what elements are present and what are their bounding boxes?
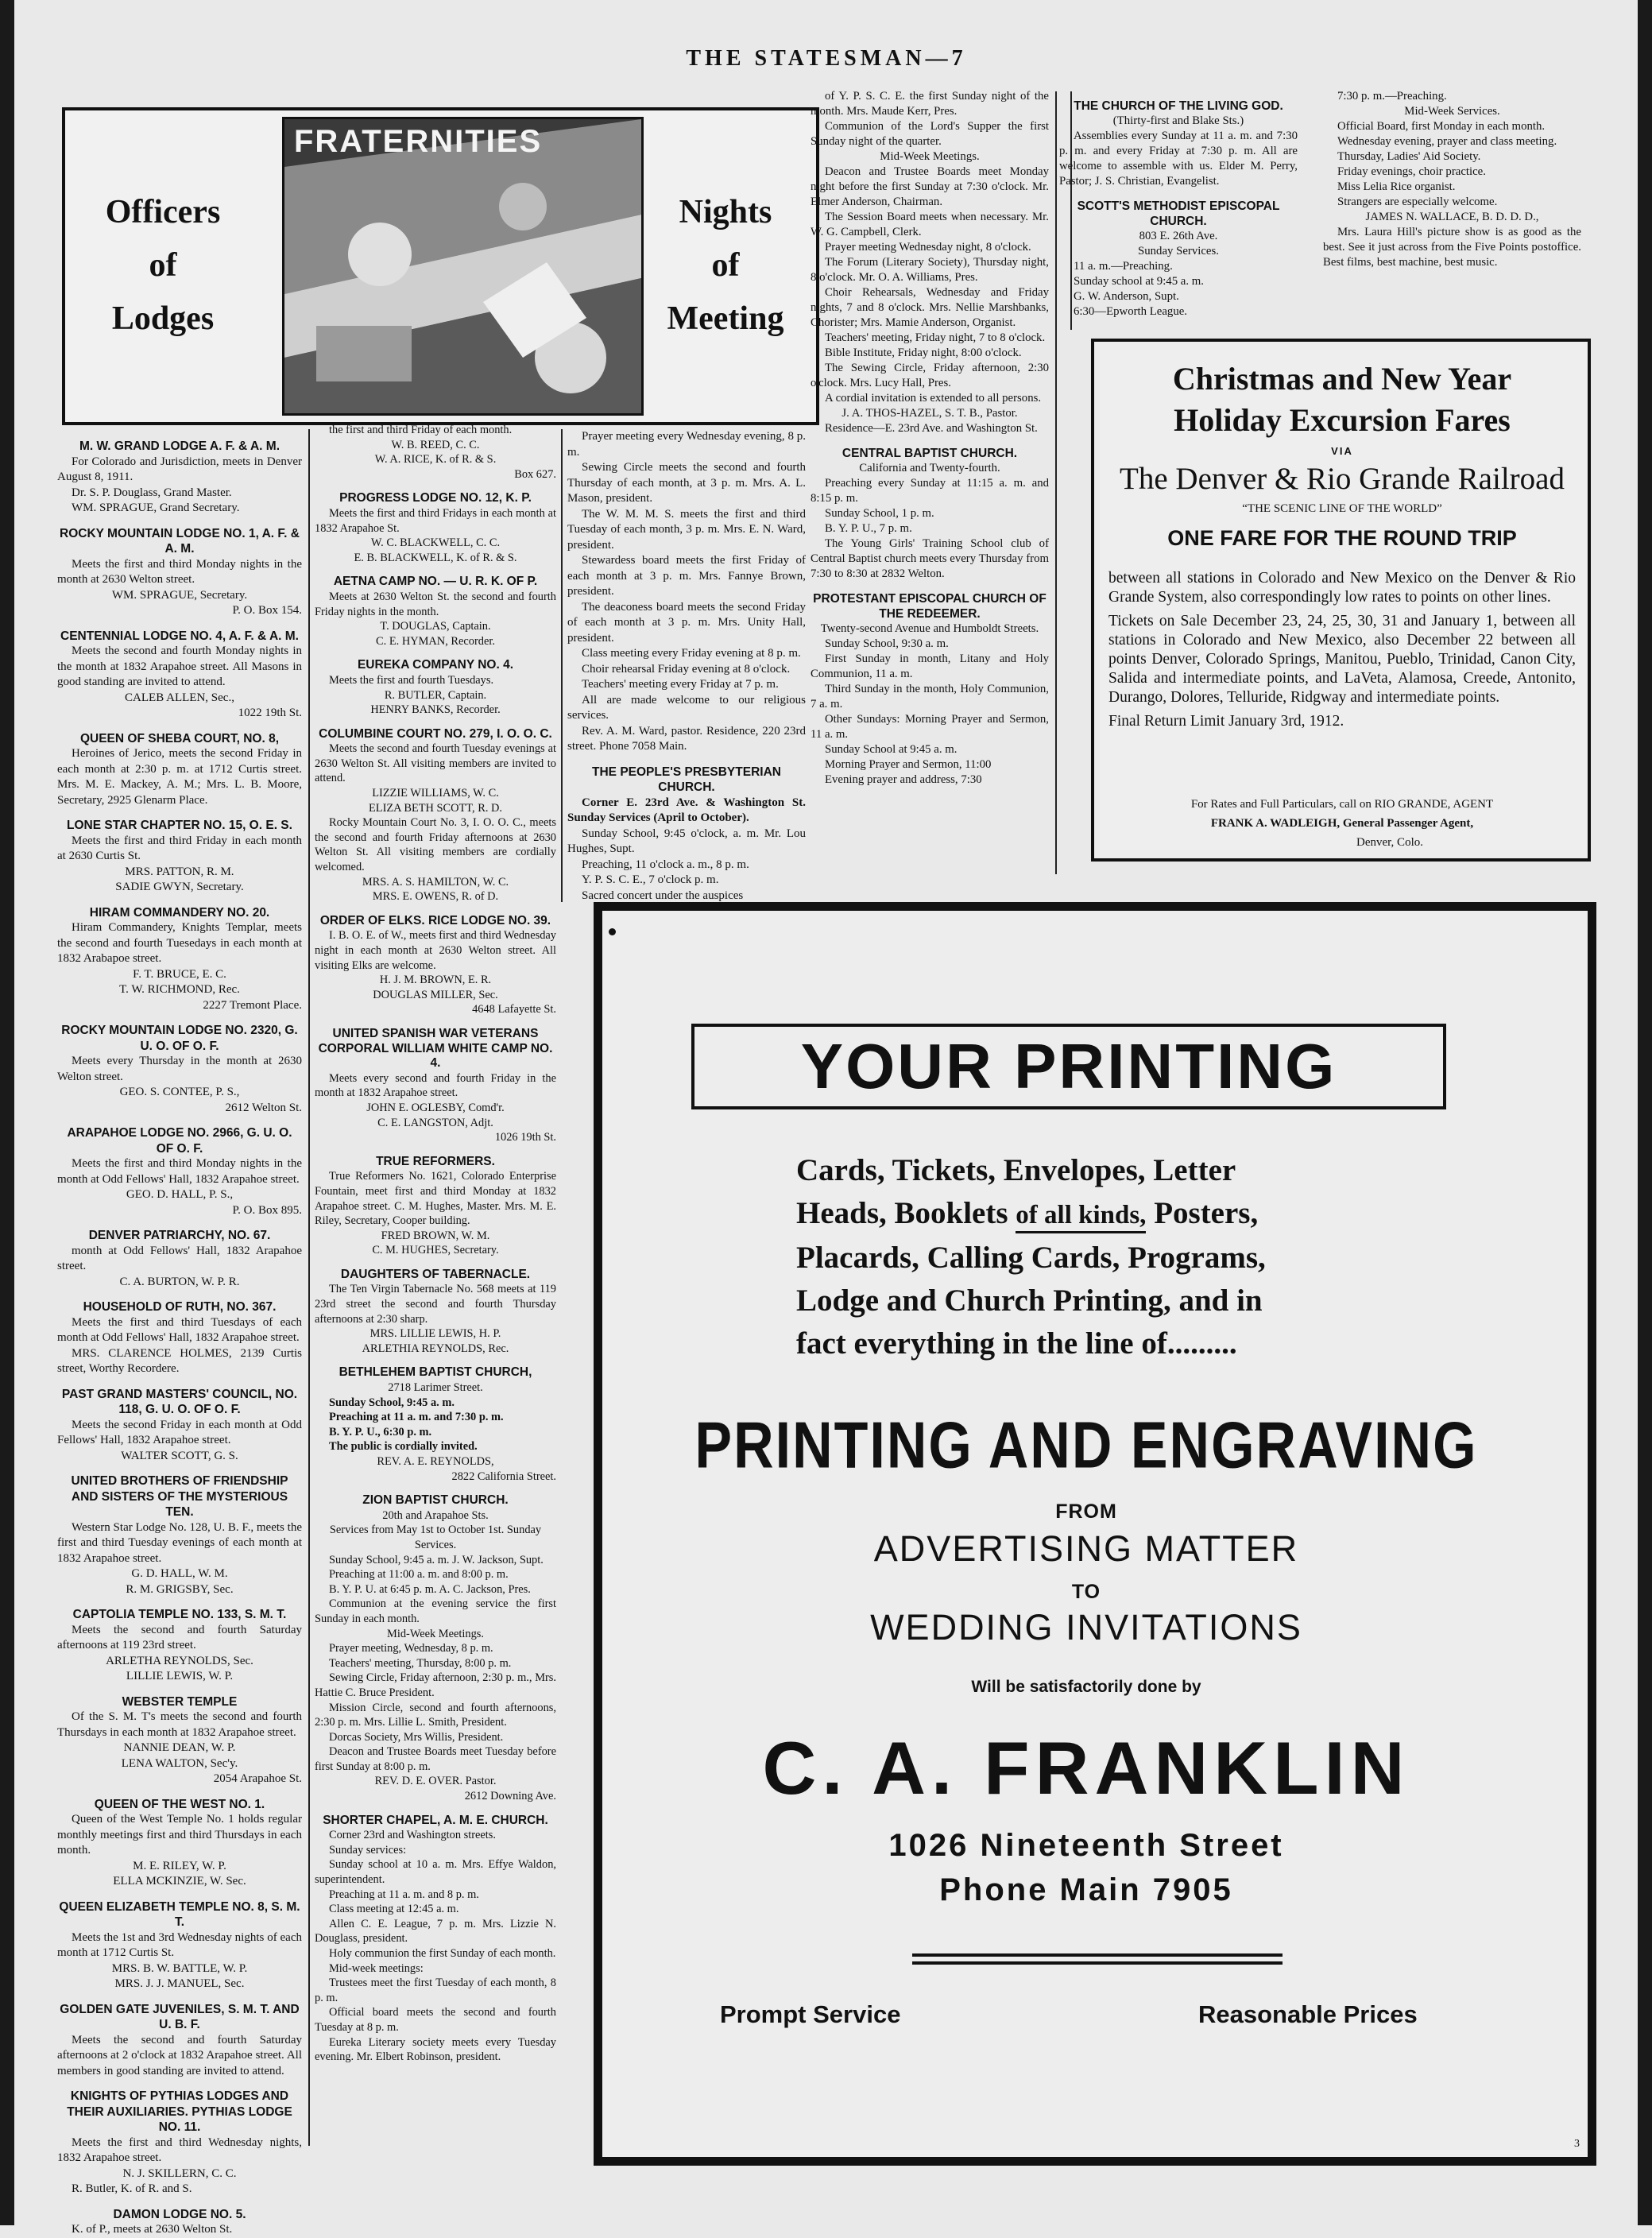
- notice-heading: EUREKA COMPANY NO. 4.: [357, 658, 514, 672]
- notice-heading: DENVER PATRIARCHY, NO. 67.: [88, 1229, 271, 1242]
- notice-text: The deaconess board meets the second Friday of each month at 3 p. m. Mrs. Unity Hall, president.: [567, 600, 806, 645]
- notice-text: G. D. HALL, W. M.: [131, 1567, 228, 1580]
- banner-right-line: Meeting: [667, 300, 784, 337]
- film-edge-right: [1638, 0, 1652, 2225]
- advertising-matter-label: ADVERTISING MATTER: [873, 1528, 1299, 1569]
- notice-text: GEO. D. HALL, P. S.,: [126, 1188, 234, 1201]
- notice-text: Preaching at 11 a. m. and 8 p. m.: [329, 1888, 479, 1901]
- notice-heading: TRUE REFORMERS.: [376, 1154, 495, 1168]
- notice-text: Sacred concert under the auspices: [582, 889, 744, 902]
- notice-text: REV. D. E. OVER. Pastor.: [374, 1775, 497, 1788]
- notice-text: Heroines of Jerico, meets the second Friday in each month at 2:30 p. m. at 1712 Curtis street. Mrs. M. E. Mackey, A. M.; Mrs. L. B. Moore, Secretary, 2925 Glenarm Place.: [57, 747, 302, 807]
- excursion-title-line1: Christmas and New Year: [1172, 361, 1512, 397]
- notice-text: Morning Prayer and Sermon, 11:00: [825, 758, 992, 771]
- notice-text: Services from May 1st to October 1st. Sunday Services.: [329, 1524, 542, 1551]
- notice-text: Preaching at 11 a. m. and 7:30 p. m.: [329, 1411, 504, 1424]
- franklin-name: C. A. FRANKLIN: [762, 1726, 1410, 1810]
- notice-heading: QUEEN OF SHEBA COURT, NO. 8,: [79, 731, 280, 745]
- banner-left-line: of: [149, 247, 177, 284]
- notice-text: of Y. P. S. C. E. the first Sunday night of the month. Mrs. Maude Kerr, Pres.: [811, 90, 1049, 118]
- notice-text: The W. M. M. S. meets the first and third Tuesday of each month, 3 p. m. Mrs. E. N. Ward, president.: [567, 507, 806, 552]
- notice-text: Meets the second Friday in each month at Odd Fellows' Hall, 1832 Arapahoe street.: [57, 1418, 302, 1446]
- notice-text: The Young Girls' Training School club of Central Baptist church meets every Thursday from 7:30 to 8:30 at 2832 Welton.: [811, 537, 1049, 580]
- notice-text: B. Y. P. U., 6:30 p. m.: [329, 1425, 432, 1438]
- notice-text: Mid-Week Meetings.: [387, 1627, 484, 1640]
- franklin-printing-ad: [594, 902, 1596, 2166]
- notice-text: W. C. BLACKWELL, C. C.: [370, 536, 501, 550]
- notice-text: G. W. Anderson, Supt.: [1074, 290, 1179, 303]
- notice-text: Class meeting at 12:45 a. m.: [329, 1903, 459, 1916]
- notice-text: Meets the first and third Friday in each month at 2630 Curtis St.: [57, 834, 302, 862]
- notice-text: P. O. Box 154.: [232, 604, 302, 617]
- notice-text: E. B. BLACKWELL, K. of R. & S.: [354, 551, 517, 564]
- notice-text: Dr. S. P. Douglass, Grand Master.: [72, 486, 232, 499]
- notice-text: Sunday School, 9:45 a. m.: [329, 1396, 455, 1409]
- notice-text: C. E. HYMAN, Recorder.: [376, 634, 495, 648]
- notice-text: SADIE GWYN, Secretary.: [115, 881, 244, 893]
- notice-heading: ROCKY MOUNTAIN LODGE NO. 1, A. F. & A. M.: [60, 526, 300, 556]
- notice-text: First Sunday in month, Litany and Holy Communion, 11 a. m.: [811, 652, 1049, 680]
- excursion-via: VIA: [1331, 445, 1353, 457]
- notice-text: Sunday services:: [329, 1843, 407, 1857]
- notice-text: WM. SPRAGUE, Grand Secretary.: [72, 501, 240, 514]
- notice-text: Mrs. Laura Hill's picture show is as good as the best. See it just across from the Five Points postoffice. Best films, best machine, best music.: [1323, 226, 1581, 269]
- notice-text: 7:30 p. m.—Preaching.: [1337, 90, 1447, 103]
- excursion-footer-line1: For Rates and Full Particulars, call on RIO GRANDE, AGENT: [1190, 798, 1494, 811]
- printing-services-list: [796, 1149, 1416, 1365]
- banner-left-text: [87, 186, 238, 346]
- notice-text: 803 E. 26th Ave.: [1139, 230, 1218, 242]
- newspaper-page: [32, 0, 1613, 2236]
- notice-text: W. B. REED, C. C.: [391, 438, 480, 451]
- notice-text: C. E. LANGSTON, Adjt.: [377, 1116, 493, 1129]
- notice-text: Thursday, Ladies' Aid Society.: [1337, 150, 1481, 163]
- notice-text: 1026 19th St.: [494, 1131, 556, 1144]
- services-text: Heads, Booklets: [796, 1196, 1016, 1230]
- notice-text: Evening prayer and address, 7:30: [825, 773, 982, 786]
- fraternities-banner: [62, 107, 819, 425]
- notice-text: T. DOUGLAS, Captain.: [380, 620, 491, 633]
- notice-text: Dorcas Society, Mrs Willis, President.: [329, 1730, 504, 1744]
- prompt-service: Prompt Service: [720, 2000, 901, 2028]
- church-column-4: [811, 89, 1049, 896]
- notice-text: Hiram Commandery, Knights Templar, meets the second and fourth Tuesedays in each month at 1832 Arabapoe street.: [57, 921, 302, 965]
- church-column-3: [567, 429, 806, 902]
- notice-heading: UNITED SPANISH WAR VETERANS CORPORAL WILLIAM WHITE CAMP NO. 4.: [318, 1026, 553, 1071]
- notice-text: Bible Institute, Friday night, 8:00 o'clock.: [825, 347, 1022, 359]
- notice-text: Prayer meeting every Wednesday evening, 8 p. m.: [567, 430, 806, 459]
- excursion-fares-ad: [1091, 339, 1591, 862]
- notice-text: Eureka Literary society meets every Tuesday evening. Mr. Elbert Robinson, president.: [315, 2035, 556, 2064]
- notice-text: Third Sunday in the month, Holy Communion, 7 a. m.: [811, 683, 1049, 711]
- notice-text: Meets the first and fourth Tuesdays.: [329, 673, 494, 687]
- notice-text: Wednesday evening, prayer and class meeting.: [1337, 135, 1557, 148]
- excursion-paragraph: between all stations in Colorado and New Mexico on the Denver & Rio Grande System, also correspondingly low rates to points on other lines.: [1108, 570, 1576, 606]
- notice-text: Meets the first and third Fridays in each month at 1832 Arapahoe St.: [315, 506, 556, 535]
- notice-text: California and Twenty-fourth.: [859, 462, 1000, 474]
- notice-text: LENA WALTON, Sec'y.: [121, 1756, 238, 1770]
- notice-text: 6:30—Epworth League.: [1074, 305, 1187, 318]
- banner-right-text: [650, 186, 801, 346]
- masthead: THE STATESMAN—7: [686, 46, 967, 71]
- notice-text: MRS. PATTON, R. M.: [125, 865, 234, 878]
- notice-text: 2822 California Street.: [451, 1469, 556, 1483]
- notice-text: Mission Circle, second and fourth afternoons, 2:30 p. m. Mrs. Lillie L. Smith, President.: [315, 1701, 556, 1729]
- notice-text: MRS. LILLIE LEWIS, H. P.: [369, 1327, 501, 1341]
- notice-text: 2054 Arapahoe St.: [213, 1772, 302, 1785]
- notice-text: C. M. HUGHES, Secretary.: [372, 1244, 499, 1257]
- services-line: Placards, Calling Cards, Programs,: [796, 1241, 1266, 1275]
- notice-text: True Reformers No. 1621, Colorado Enterprise Fountain, meet first and third Monday at 1832 Arapahoe street. C. M. Hughes, Master. Mrs. M. E. Riley, Secretary, Cooper building.: [315, 1170, 556, 1228]
- notice-text: WALTER SCOTT, G. S.: [121, 1449, 238, 1462]
- notice-heading: HOUSEHOLD OF RUTH, NO. 367.: [83, 1300, 277, 1314]
- notice-text: Trustees meet the first Tuesday of each month, 8 p. m.: [315, 1977, 556, 2004]
- notice-text: J. A. THOS-HAZEL, S. T. B., Pastor.: [841, 407, 1018, 420]
- notice-text: 2718 Larimer Street.: [388, 1381, 483, 1395]
- column-rule: [308, 429, 310, 2146]
- notice-text: Sunday School, 9:30 a. m.: [825, 637, 949, 650]
- notice-text: Meets the first and third Monday nights in the month at Odd Fellows' Hall, 1832 Arapahoe street.: [57, 1157, 302, 1186]
- notice-text: Other Sundays: Morning Prayer and Sermon, 11 a. m.: [811, 713, 1049, 741]
- film-edge-left: [0, 0, 14, 2225]
- notice-text: Class meeting every Friday evening at 8 p. m.: [582, 647, 801, 660]
- notice-text: P. O. Box 895.: [232, 1203, 302, 1217]
- notice-text: Sunday school at 9:45 a. m.: [1074, 275, 1204, 288]
- notice-heading: CAPTOLIA TEMPLE NO. 133, S. M. T.: [72, 1608, 287, 1621]
- notice-text: Preaching every Sunday at 11:15 a. m. and 8:15 p. m.: [811, 477, 1049, 505]
- notice-text: Twenty-second Avenue and Humboldt Streets.: [820, 622, 1039, 635]
- notice-text: R. BUTLER, Captain.: [384, 688, 487, 702]
- services-line: Lodge and Church Printing, and in: [796, 1284, 1263, 1318]
- notice-text: The public is cordially invited.: [329, 1440, 478, 1454]
- notice-text: Meets the second and fourth Tuesday evenings at 2630 Welton St. All visiting members are invited to attend.: [315, 742, 556, 785]
- notice-heading: WEBSTER TEMPLE: [122, 1694, 238, 1709]
- notice-text: Assemblies every Sunday at 11 a. m. and 7:30 p. m. and every Friday at 7:30 p. m. All are welcome to assemble with us. Elder M. Perry, Pastor; J. S. Christian, Evangelist.: [1059, 130, 1298, 188]
- ad-headline-box: YOUR PRINTING: [691, 1024, 1446, 1109]
- notice-text: Mid-Week Services.: [1404, 105, 1500, 118]
- notice-text: Of the S. M. T's meets the second and fourth Thursdays in each month at 1832 Arapahoe street.: [57, 1710, 302, 1739]
- to-label: TO: [1071, 1581, 1101, 1603]
- notice-text: Strangers are especially welcome.: [1337, 196, 1498, 208]
- railroad-tagline: “THE SCENIC LINE OF THE WORLD”: [1242, 502, 1442, 515]
- notice-text: Sunday School, 9:45 a. m. J. W. Jackson, Supt.: [329, 1553, 544, 1566]
- illustration-title: FRATERNITIES: [294, 124, 543, 159]
- notice-heading: AETNA CAMP NO. — U. R. K. OF P.: [333, 575, 538, 589]
- notice-heading: THE PEOPLE'S PRESBYTERIAN CHURCH.: [592, 765, 781, 794]
- church-column-6: [1323, 89, 1581, 331]
- notice-text: Official Board, first Monday in each month.: [1337, 120, 1546, 133]
- notice-text: ARLETHIA REYNOLDS, Rec.: [362, 1342, 509, 1355]
- notice-heading: BETHLEHEM BAPTIST CHURCH,: [339, 1365, 532, 1380]
- notice-text: JAMES N. WALLACE, B. D. D. D.,: [1365, 211, 1539, 223]
- notice-text: Prayer meeting Wednesday night, 8 o'clock.: [825, 241, 1031, 254]
- notice-text: MRS. A. S. HAMILTON, W. C.: [362, 875, 509, 889]
- railroad-name: The Denver & Rio Grande Railroad: [1120, 462, 1565, 496]
- services-text: Posters,: [1146, 1196, 1259, 1230]
- notice-text: Rocky Mountain Court No. 3, I. O. O. C., meets the second and fourth Friday afternoons at 2630 Welton St. All visiting members are cordially welcomed.: [315, 816, 556, 874]
- ad-divider: [912, 1953, 1283, 1957]
- notice-text: CALEB ALLEN, Sec.,: [125, 691, 234, 704]
- notice-text: Sunday School, 1 p. m.: [825, 507, 934, 520]
- notice-text: LIZZIE WILLIAMS, W. C.: [372, 787, 499, 800]
- notice-text: WM. SPRAGUE, Secretary.: [111, 588, 248, 602]
- notice-heading: ORDER OF ELKS. RICE LODGE NO. 39.: [319, 913, 551, 927]
- notice-text: NANNIE DEAN, W. P.: [123, 1741, 236, 1754]
- notice-text: Corner 23rd and Washington streets.: [329, 1829, 496, 1842]
- services-line: [796, 1192, 1416, 1237]
- notice-text: Meets the first and third Monday nights in the month at 2630 Welton street.: [57, 557, 302, 586]
- franklin-address: 1026 Nineteenth Street: [888, 1828, 1284, 1863]
- notice-text: Friday evenings, choir practice.: [1337, 165, 1486, 178]
- notice-text: ELLA MCKINZIE, W. Sec.: [113, 1875, 246, 1888]
- notice-text: Meets the first and third Wednesday nights, 1832 Arapahoe street.: [57, 2135, 302, 2164]
- notice-text: Sewing Circle meets the second and fourth Thursday of each month, at 3 p. m. Mrs. A. L. Mason, president.: [567, 461, 806, 505]
- notice-text: The Session Board meets when necessary. Mr. W. G. Campbell, Clerk.: [811, 211, 1049, 238]
- notice-text: Meets the first and third Tuesdays of each month at Odd Fellows' Hall, 1832 Arapahoe street.: [57, 1315, 302, 1344]
- notice-text: Meets the second and fourth Saturday afternoons at 2 o'clock at 1832 Arapahoe street. All members in good standing are invited to attend.: [57, 2033, 302, 2077]
- notice-text: Teachers' meeting, Friday night, 7 to 8 o'clock.: [825, 331, 1046, 344]
- services-line: Cards, Tickets, Envelopes, Letter: [796, 1153, 1236, 1187]
- notice-text: R. Butler, K. of R. and S.: [72, 2182, 192, 2195]
- notice-text: Rev. A. M. Ward, pastor. Residence, 220 23rd street. Phone 7058 Main.: [567, 724, 806, 753]
- notice-text: MRS. CLARENCE HOLMES, 2139 Curtis street, Worthy Recordere.: [57, 1346, 302, 1375]
- notice-heading: COLUMBINE COURT NO. 279, I. O. O. C.: [319, 726, 552, 741]
- notice-text: MRS. E. OWENS, R. of D.: [372, 890, 499, 904]
- notice-text: Box 627.: [514, 467, 556, 481]
- banner-right-line: of: [711, 247, 740, 284]
- notice-text: I. B. O. E. of W., meets first and third Wednesday night in each month at 2630 Welton street. All visiting Elks are welcome.: [315, 929, 556, 972]
- notice-heading: LONE STAR CHAPTER NO. 15, O. E. S.: [67, 819, 292, 832]
- notice-text: 2227 Tremont Place.: [203, 998, 302, 1012]
- notice-text: Mid-Week Meetings.: [880, 150, 980, 163]
- notice-text: Meets at 2630 Welton St. the second and fourth Friday nights in the month.: [315, 590, 556, 618]
- notice-text: Sunday Services.: [1138, 245, 1219, 257]
- notice-text: JOHN E. OGLESBY, Comd'r.: [366, 1101, 505, 1114]
- notice-text: Miss Lelia Rice organist.: [1337, 180, 1456, 193]
- from-label: FROM: [1055, 1500, 1117, 1523]
- notice-text: The Ten Virgin Tabernacle No. 568 meets at 119 23rd street the second and fourth Thursday afternoons at 2:30 sharp.: [315, 1283, 556, 1326]
- notice-text: 20th and Arapahoe Sts.: [382, 1508, 489, 1522]
- notice-heading: DAMON LODGE NO. 5.: [113, 2207, 246, 2221]
- notice-heading: PAST GRAND MASTERS' COUNCIL, NO. 118, G. U. O. OF O. F.: [61, 1387, 298, 1416]
- lodge-directory-column-2: [315, 423, 556, 2146]
- notice-text: Preaching at 11:00 a. m. and 8:00 p. m.: [329, 1568, 509, 1582]
- notice-text: N. J. SKILLERN, C. C.: [122, 2166, 237, 2180]
- notice-text: All are made welcome to our religious services.: [567, 693, 806, 722]
- notice-heading: DAUGHTERS OF TABERNACLE.: [340, 1267, 531, 1281]
- notice-text: Y. P. S. C. E., 7 o'clock p. m.: [582, 873, 719, 886]
- notice-text: A cordial invitation is extended to all persons.: [825, 392, 1042, 405]
- notice-heading: PROGRESS LODGE NO. 12, K. P.: [339, 491, 532, 505]
- notice-text: B. Y. P. U., 7 p. m.: [825, 522, 912, 535]
- services-underlined-text: of all kinds,: [1016, 1201, 1146, 1233]
- notice-text: The Sewing Circle, Friday afternoon, 2:30 o'clock. Mrs. Lucy Hall, Pres.: [811, 362, 1049, 389]
- notice-text: HENRY BANKS, Recorder.: [370, 703, 501, 717]
- notice-text: 2612 Welton St.: [225, 1101, 302, 1114]
- notice-text: Meets the second and fourth Saturday afternoons at 119 23rd street.: [57, 1623, 302, 1651]
- notice-text: B. Y. P. U. at 6:45 p. m. A. C. Jackson, Pres.: [329, 1582, 531, 1596]
- franklin-phone: Phone Main 7905: [939, 1872, 1233, 1907]
- notice-text: C. A. BURTON, W. P. R.: [119, 1275, 240, 1288]
- notice-text: R. M. GRIGSBY, Sec.: [126, 1582, 234, 1596]
- notice-text: Meets the 1st and 3rd Wednesday nights of each month at 1712 Curtis St.: [57, 1930, 302, 1959]
- notice-text: Prayer meeting, Wednesday, 8 p. m.: [329, 1642, 493, 1655]
- notice-text: M. E. RILEY, W. P.: [133, 1859, 226, 1872]
- corner-number: 3: [1574, 2138, 1580, 2150]
- notice-text: 11 a. m.—Preaching.: [1074, 260, 1173, 273]
- notice-text: ELIZA BETH SCOTT, R. D.: [368, 801, 502, 815]
- notice-text: FRED BROWN, W. M.: [381, 1229, 490, 1242]
- notice-text: Choir Rehearsals, Wednesday and Friday nights, 7 and 8 o'clock. Mrs. Nellie Marshbanks, Chorister; Mrs. Mamie Anderson, Organist.: [811, 286, 1049, 329]
- reasonable-prices: Reasonable Prices: [1198, 2000, 1418, 2028]
- church-column-5: [1059, 89, 1298, 331]
- fraternities-illustration: [282, 117, 644, 416]
- notice-text: Sunday School at 9:45 a. m.: [825, 743, 958, 756]
- notice-text: Mid-week meetings:: [329, 1961, 424, 1975]
- notice-text: Communion at the evening service the first Sunday in each month.: [315, 1597, 556, 1625]
- notice-text: Meets every second and fourth Friday in the month at 1832 Arapahoe street.: [315, 1071, 556, 1100]
- notice-text: Deacon and Trustee Boards meet Tuesday before first Sunday at 8:00 p. m.: [315, 1745, 556, 1773]
- notice-text: 2612 Downing Ave.: [464, 1790, 556, 1803]
- notice-text: Teachers' meeting, Thursday, 8:00 p. m.: [329, 1656, 512, 1670]
- excursion-paragraph: Tickets on Sale December 23, 24, 25, 30, 31 and January 1, between all stations in Colorado and New Mexico, also December 22 between all points Denver, Colorado Springs, Manitou, Pueblo, Trinidad, Canon City, Salida and intermediate points, and LaVeta, Alamosa, Creede, Antonito, Durango, Dolores, Telluride, Ridgway and intermediate points.: [1108, 613, 1576, 706]
- notice-heading: KNIGHTS OF PYTHIAS LODGES AND THEIR AUXILIARIES. PYTHIAS LODGE NO. 11.: [67, 2089, 292, 2134]
- notice-heading: PROTESTANT EPISCOPAL CHURCH OF THE REDEEMER.: [813, 592, 1047, 621]
- wedding-invitations-label: WEDDING INVITATIONS: [870, 1607, 1302, 1648]
- banner-right-line: Nights: [679, 194, 772, 230]
- notice-text: Sunday school at 10 a. m. Mrs. Effye Waldon, superintendent.: [315, 1858, 556, 1887]
- ad-divider: [912, 1961, 1283, 1965]
- notice-text: Allen C. E. League, 7 p. m. Mrs. Lizzie N. Douglass, president.: [315, 1917, 556, 1946]
- notice-text: MRS. J. J. MANUEL, Sec.: [114, 1977, 245, 1990]
- notice-text: Residence—E. 23rd Ave. and Washington St.: [825, 422, 1038, 435]
- fare-headline: ONE FARE FOR THE ROUND TRIP: [1167, 526, 1517, 550]
- excursion-footer-line3: Denver, Colo.: [1356, 836, 1423, 849]
- notice-heading: QUEEN OF THE WEST NO. 1.: [94, 1797, 265, 1811]
- excursion-body: [1108, 569, 1576, 736]
- notice-text: T. W. RICHMOND, Rec.: [119, 983, 240, 996]
- notice-text: Official board meets the second and fourth Tuesday at 8 p. m.: [315, 2006, 556, 2034]
- notice-heading: CENTRAL BAPTIST CHURCH.: [841, 447, 1018, 460]
- notice-text: the first and third Friday of each month.: [329, 424, 513, 436]
- notice-text: W. A. RICE, K. of R. & S.: [374, 453, 497, 467]
- notice-text: ARLETHA REYNOLDS, Sec.: [106, 1654, 253, 1667]
- notice-text: LILLIE LEWIS, W. P.: [126, 1670, 234, 1682]
- notice-text: GEO. S. CONTEE, P. S.,: [119, 1086, 240, 1098]
- notice-text: MRS. B. W. BATTLE, W. P.: [111, 1961, 248, 1975]
- satisfactorily-done-line: Will be satisfactorily done by: [971, 1678, 1201, 1696]
- notice-text: Corner E. 23rd Ave. & Washington St. Sunday Services (April to October).: [567, 796, 806, 824]
- column-rule: [1055, 91, 1057, 874]
- notice-text: Sewing Circle, Friday afternoon, 2:30 p. m., Mrs. Hattie C. Bruce President.: [315, 1671, 556, 1699]
- lodge-directory-column-1: [57, 429, 302, 2236]
- notice-text: Teachers' meeting every Friday at 7 p. m.: [582, 678, 779, 691]
- notice-heading: ARAPAHOE LODGE NO. 2966, G. U. O. OF O. F.: [67, 1126, 292, 1156]
- notice-heading: SHORTER CHAPEL, A. M. E. CHURCH.: [323, 1813, 548, 1827]
- ad-dot-mark: [609, 928, 616, 935]
- notice-text: Holy communion the first Sunday of each month.: [329, 1947, 556, 1960]
- notice-text: 1022 19th St.: [238, 707, 302, 719]
- services-line: fact everything in the line of.........: [796, 1326, 1237, 1361]
- notice-text: The Forum (Literary Society), Thursday night, 8 o'clock. Mr. O. A. Williams, Pres.: [811, 256, 1049, 284]
- column-rule: [561, 429, 563, 902]
- notice-heading: HIRAM COMMANDERY NO. 20.: [89, 905, 270, 920]
- banner-left-line: Lodges: [111, 300, 215, 337]
- notice-text: Meets the second and fourth Monday nights in the month at 1832 Arapahoe street. All Masons in good standing are invited to attend.: [57, 645, 302, 688]
- notice-heading: GOLDEN GATE JUVENILES, S. M. T. AND U. B. F.: [60, 2002, 300, 2031]
- notice-heading: M. W. GRAND LODGE A. F. & A. M.: [79, 439, 280, 453]
- notice-text: Western Star Lodge No. 128, U. B. F., meets the first and third Tuesday evenings of each month at 1832 Arapahoe street.: [57, 1520, 302, 1565]
- notice-text: Preaching, 11 o'clock a. m., 8 p. m.: [582, 858, 749, 871]
- notice-text: For Colorado and Jurisdiction, meets in Denver August 8, 1911.: [57, 455, 302, 483]
- notice-text: Queen of the West Temple No. 1 holds regular monthly meetings first and third Thursdays in each month.: [57, 1813, 302, 1857]
- notice-text: Sunday School, 9:45 o'clock, a. m. Mr. Lou Hughes, Supt.: [567, 827, 806, 855]
- notice-text: Stewardess board meets the first Friday of each month at 3 p. m. Mrs. Fannye Brown, president.: [567, 554, 806, 598]
- notice-text: DOUGLAS MILLER, Sec.: [373, 988, 498, 1001]
- notice-heading: THE CHURCH OF THE LIVING GOD.: [1074, 99, 1283, 113]
- notice-heading: ZION BAPTIST CHURCH.: [362, 1493, 509, 1508]
- notice-text: Communion of the Lord's Supper the first Sunday night of the quarter.: [811, 120, 1049, 148]
- printing-engraving-headline: PRINTING AND ENGRAVING: [694, 1407, 1478, 1482]
- excursion-paragraph: Final Return Limit January 3rd, 1912.: [1108, 713, 1344, 730]
- notice-text: K. of P., meets at 2630 Welton St.: [72, 2223, 233, 2236]
- notice-heading: CENTENNIAL LODGE NO. 4, A. F. & A. M.: [60, 629, 299, 643]
- notice-heading: QUEEN ELIZABETH TEMPLE NO. 8, S. M. T.: [59, 1899, 300, 1929]
- notice-text: Choir rehearsal Friday evening at 8 o'clock.: [582, 662, 791, 676]
- notice-text: month at Odd Fellows' Hall, 1832 Arapahoe street.: [57, 1244, 302, 1272]
- excursion-title-line2: Holiday Excursion Fares: [1174, 402, 1511, 438]
- notice-heading: SCOTT'S METHODIST EPISCOPAL CHURCH.: [1077, 199, 1280, 228]
- notice-text: 4648 Lafayette St.: [472, 1003, 556, 1016]
- notice-text: (Thirty-first and Blake Sts.): [1112, 114, 1244, 127]
- notice-text: F. T. BRUCE, E. C.: [133, 967, 226, 981]
- notice-text: Meets every Thursday in the month at 2630 Welton street.: [57, 1055, 302, 1083]
- notice-heading: ROCKY MOUNTAIN LODGE NO. 2320, G. U. O. OF O. F.: [61, 1024, 298, 1053]
- banner-left-line: Officers: [105, 194, 221, 230]
- notice-heading: UNITED BROTHERS OF FRIENDSHIP AND SISTERS OF THE MYSTERIOUS TEN.: [71, 1474, 288, 1519]
- notice-text: REV. A. E. REYNOLDS,: [377, 1455, 494, 1468]
- notice-text: H. J. M. BROWN, E. R.: [379, 974, 492, 987]
- notice-text: Deacon and Trustee Boards meet Monday night before the first Sunday at 7:30 o'clock. Mr. Elmer Anderson, Chairman.: [811, 165, 1049, 208]
- excursion-footer-line2: FRANK A. WADLEIGH, General Passenger Agent,: [1210, 817, 1474, 830]
- illustration-art: [284, 119, 641, 413]
